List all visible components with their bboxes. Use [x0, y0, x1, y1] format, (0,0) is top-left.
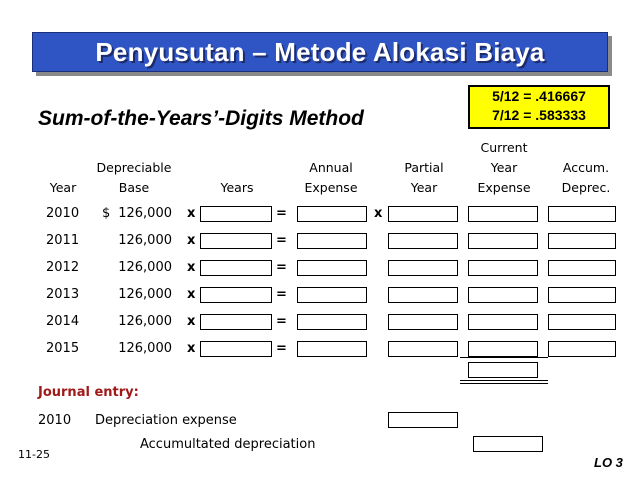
accum-deprec-box[interactable] [548, 314, 616, 330]
times-sign: x [374, 206, 383, 221]
row-base: 126,000 [118, 233, 172, 248]
header-year: Year [49, 180, 77, 195]
header-accum-1: Accum. [562, 160, 610, 175]
partial-year-box[interactable] [388, 260, 458, 276]
header-years: Years [220, 180, 254, 195]
header-current-2: Year [490, 160, 518, 175]
row-currency: $ [102, 206, 111, 221]
header-base-2: Base [118, 180, 150, 195]
equals-sign: = [276, 260, 287, 275]
subtitle: Sum-of-the-Years’-Digits Method [38, 107, 364, 130]
annual-expense-box[interactable] [297, 233, 367, 249]
times-sign: x [187, 233, 196, 248]
accum-deprec-box[interactable] [548, 341, 616, 357]
row-base: 126,000 [118, 206, 172, 221]
header-annual-2: Expense [304, 180, 358, 195]
years-fraction-box[interactable] [200, 206, 272, 222]
annual-expense-box[interactable] [297, 341, 367, 357]
journal-credit-amount-box[interactable] [473, 436, 543, 452]
row-year: 2014 [46, 314, 80, 329]
ratio-line-1: 5/12 = .416667 [492, 88, 586, 104]
total-double-underline-2 [460, 383, 548, 384]
times-sign: x [187, 341, 196, 356]
row-year: 2015 [46, 341, 80, 356]
ratio-line-2: 7/12 = .583333 [492, 107, 586, 123]
partial-year-box[interactable] [388, 314, 458, 330]
current-year-expense-box[interactable] [468, 206, 538, 222]
equals-sign: = [276, 341, 287, 356]
current-year-expense-box[interactable] [468, 260, 538, 276]
page-number: 11-25 [18, 448, 50, 461]
journal-credit-account: Accumultated depreciation [140, 437, 316, 452]
times-sign: x [187, 314, 196, 329]
header-partial-1: Partial [404, 160, 444, 175]
annual-expense-box[interactable] [297, 206, 367, 222]
times-sign: x [187, 260, 196, 275]
equals-sign: = [276, 233, 287, 248]
journal-debit-account: Depreciation expense [95, 413, 237, 428]
annual-expense-box[interactable] [297, 287, 367, 303]
journal-year: 2010 [38, 413, 72, 428]
learning-objective: LO 3 [594, 455, 623, 470]
equals-sign: = [276, 314, 287, 329]
row-base: 126,000 [118, 260, 172, 275]
header-current-1: Current [480, 140, 528, 155]
years-fraction-box[interactable] [200, 287, 272, 303]
annual-expense-box[interactable] [297, 260, 367, 276]
current-year-expense-box[interactable] [468, 341, 538, 357]
years-fraction-box[interactable] [200, 260, 272, 276]
annual-expense-box[interactable] [297, 314, 367, 330]
current-year-expense-box[interactable] [468, 233, 538, 249]
accum-deprec-box[interactable] [548, 287, 616, 303]
row-year: 2013 [46, 287, 80, 302]
total-current-year-box[interactable] [468, 362, 538, 378]
current-year-expense-box[interactable] [468, 287, 538, 303]
partial-year-box[interactable] [388, 341, 458, 357]
title-banner [32, 32, 608, 72]
header-accum-2: Deprec. [561, 180, 611, 195]
footer-band [0, 452, 638, 478]
ratio-box [468, 85, 610, 129]
partial-year-box[interactable] [388, 206, 458, 222]
accum-deprec-box[interactable] [548, 206, 616, 222]
header-annual-1: Annual [309, 160, 353, 175]
accum-deprec-box[interactable] [548, 233, 616, 249]
header-partial-2: Year [410, 180, 438, 195]
equals-sign: = [276, 287, 287, 302]
equals-sign: = [276, 206, 287, 221]
header-current-3: Expense [477, 180, 531, 195]
row-year: 2011 [46, 233, 80, 248]
total-underline [460, 357, 548, 358]
row-year: 2012 [46, 260, 80, 275]
years-fraction-box[interactable] [200, 233, 272, 249]
journal-debit-amount-box[interactable] [388, 412, 458, 428]
row-base: 126,000 [118, 314, 172, 329]
journal-entry-label: Journal entry: [38, 385, 139, 400]
total-double-underline-1 [460, 380, 548, 381]
years-fraction-box[interactable] [200, 341, 272, 357]
partial-year-box[interactable] [388, 233, 458, 249]
row-year: 2010 [46, 206, 80, 221]
years-fraction-box[interactable] [200, 314, 272, 330]
times-sign: x [187, 206, 196, 221]
current-year-expense-box[interactable] [468, 314, 538, 330]
row-base: 126,000 [118, 341, 172, 356]
page-title: Penyusutan – Metode Alokasi Biaya [95, 36, 545, 67]
header-base-1: Depreciable [96, 160, 172, 175]
partial-year-box[interactable] [388, 287, 458, 303]
times-sign: x [187, 287, 196, 302]
accum-deprec-box[interactable] [548, 260, 616, 276]
row-base: 126,000 [118, 287, 172, 302]
